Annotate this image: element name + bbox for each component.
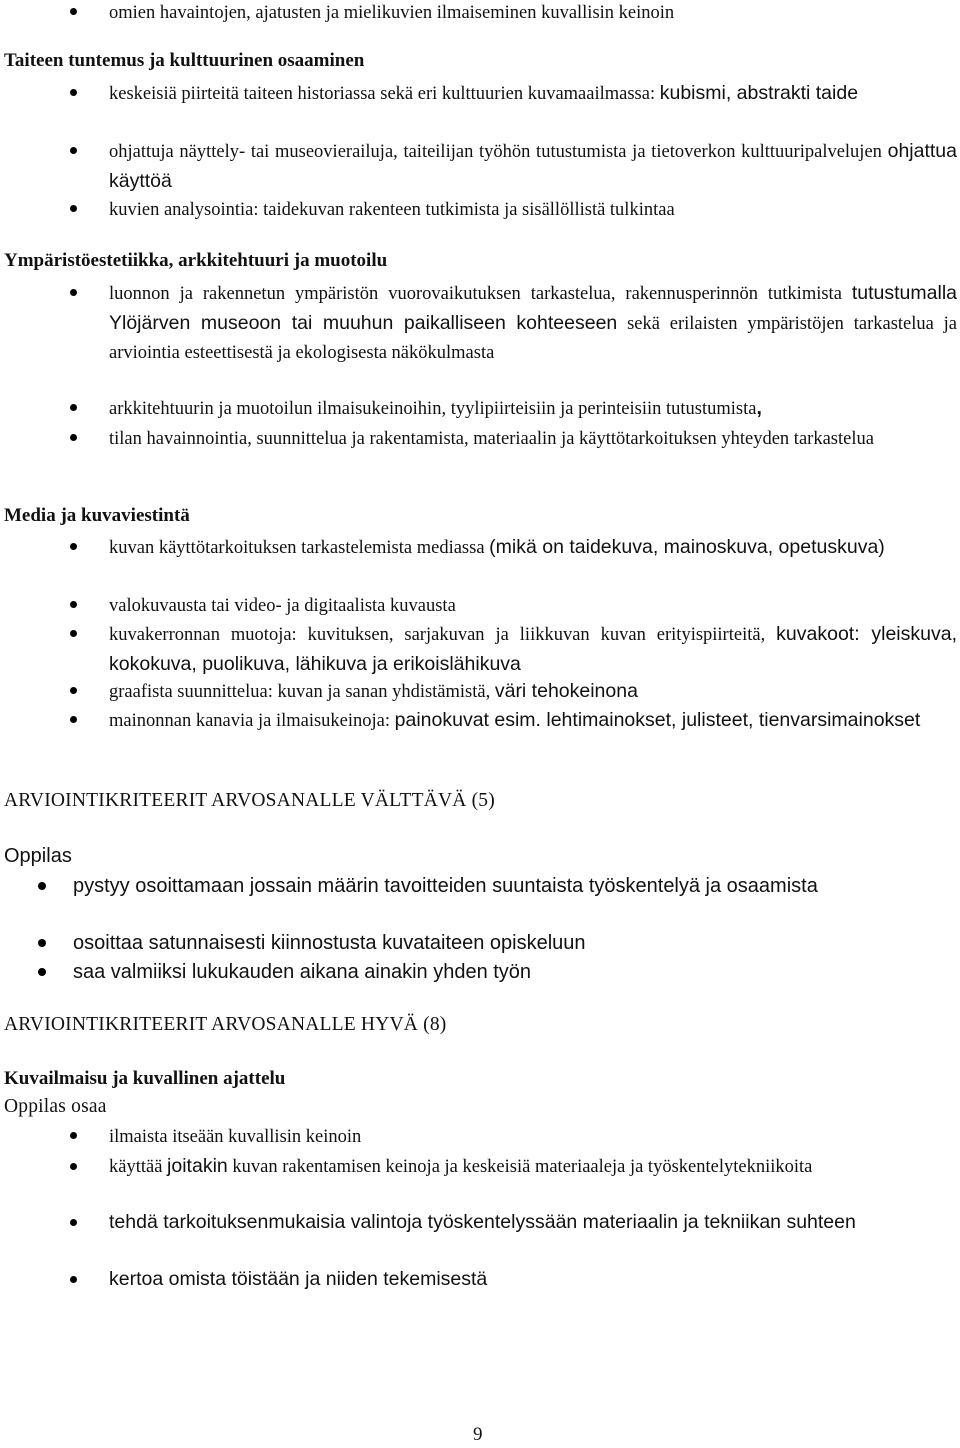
bullet-icon [70, 404, 77, 411]
list-item [0, 591, 960, 620]
list-item-text: valokuvausta tai video- ja digitaalista kuvausta [109, 596, 456, 616]
bullet-list-taide [0, 79, 960, 225]
bullet-icon [70, 543, 77, 550]
list-item-text: saa valmiiksi lukukauden aikana ainakin yhden työn [73, 961, 532, 983]
list-item-text: luonnon ja rakennetun ympäristön vuorovaikutuksen tarkastelua, rakennusperinnön tutkimista tutustumalla Ylöjärven museoon tai muuhun paikalliseen kohteeseen sekä erilaisten ympäristöjen tarkastelua ja arviointia esteettisestä ja ekologisesta näkökulmasta [109, 282, 957, 363]
list-item [0, 424, 960, 482]
criteria-subject-5: Oppilas [4, 845, 72, 867]
bullet-list-criteria-5 [0, 872, 960, 987]
bullet-list-media [0, 533, 960, 764]
list-item [0, 958, 960, 987]
criteria-heading-8: ARVIOINTIKRITEERIT ARVOSANALLE HYVÄ (8) [4, 1014, 447, 1035]
list-item-text: käyttää joitakin kuvan rakentamisen keinoja ja keskeisiä materiaaleja ja työskentelytekniikoita [109, 1155, 813, 1177]
list-item-text: arkkitehtuurin ja muotoilun ilmaisukeinoihin, tyylipiirteisiin ja perinteisiin tutustumista, [109, 397, 762, 419]
bullet-icon [70, 1219, 77, 1226]
list-item-text: graafista suunnittelua: kuvan ja sanan yhdistämistä, väri tehokeinona [109, 680, 638, 702]
list-item [0, 279, 960, 394]
criteria-subject-8: Oppilas osaa [4, 1096, 107, 1117]
list-item [0, 1122, 960, 1152]
list-item-text: kuvien analysointia: taidekuvan rakenteen tutkimista ja sisällöllistä tulkintaa [109, 200, 675, 220]
list-item [0, 0, 960, 27]
list-item-text: kuvakerronnan muotoja: kuvituksen, sarjakuvan ja liikkuvan kuvan erityispiirteitä, kuvakoot: yleiskuva, kokokuva, puolikuva, lähikuva ja erikoislähikuva [109, 623, 957, 675]
bullet-icon [38, 968, 46, 976]
list-item [0, 533, 960, 591]
list-item-text: tehdä tarkoituksenmukaisia valintoja työskentelyssään materiaalin ja tekniikan suhteen [109, 1211, 856, 1233]
list-item [0, 195, 960, 225]
list-item [0, 620, 960, 677]
bullet-icon [70, 89, 77, 96]
list-item-text: omien havaintojen, ajatusten ja mielikuvien ilmaiseminen kuvallisin keinoin [109, 3, 675, 23]
bullet-icon [38, 882, 46, 890]
bullet-icon [70, 8, 77, 15]
list-item-text: ilmaista itseään kuvallisin keinoin [109, 1127, 362, 1147]
bullet-icon [70, 601, 77, 608]
bullet-list-ymparisto [0, 279, 960, 482]
bullet-icon [70, 205, 77, 212]
bullet-icon [70, 716, 77, 723]
list-item [0, 706, 960, 764]
list-item-text: keskeisiä piirteitä taiteen historiassa sekä eri kulttuurien kuvamaailmassa: kubismi, abstrakti taide [109, 82, 859, 104]
bullet-icon [70, 434, 77, 441]
list-item-text: pystyy osoittamaan jossain määrin tavoitteiden suuntaista työskentelyä ja osaamista [73, 875, 818, 897]
list-item [0, 394, 960, 424]
list-item [0, 79, 960, 137]
bullet-icon [70, 289, 77, 296]
bullet-icon [70, 1276, 77, 1283]
list-item [0, 929, 960, 958]
section-heading-ymparisto: Ympäristöestetiikka, arkkitehtuuri ja muotoilu [4, 250, 388, 271]
list-item [0, 1208, 960, 1265]
list-item-text: ohjattuja näyttely- tai museovierailuja, taiteilijan työhön tutustumista ja tietoverkon kulttuuripalvelujen ohjattua käyttöä [109, 140, 957, 192]
list-item-text: osoittaa satunnaisesti kiinnostusta kuvataiteen opiskeluun [73, 932, 586, 954]
list-item-text: mainonnan kanavia ja ilmaisukeinoja: painokuvat esim. lehtimainokset, julisteet, tienvarsimainokset [109, 709, 921, 731]
section-heading-taide: Taiteen tuntemus ja kulttuurinen osaaminen [4, 50, 365, 71]
list-item [0, 137, 960, 195]
bullet-icon [70, 687, 77, 694]
section-heading-kuvailmaisu: Kuvailmaisu ja kuvallinen ajattelu [4, 1068, 286, 1089]
bullet-icon [70, 147, 77, 154]
list-item-text: kuvan käyttötarkoituksen tarkastelemista mediassa (mikä on taidekuva, mainoskuva, opetuskuva) [109, 536, 885, 558]
bullet-icon [70, 1163, 77, 1170]
list-item-text: kertoa omista töistään ja niiden tekemisestä [109, 1268, 488, 1290]
list-item-text: tilan havainnointia, suunnittelua ja rakentamista, materiaalin ja käyttötarkoituksen yhteyden tarkastelua [109, 429, 874, 449]
criteria-heading-5: ARVIOINTIKRITEERIT ARVOSANALLE VÄLTTÄVÄ (5) [4, 790, 495, 811]
bullet-icon [38, 939, 46, 947]
bullet-icon [70, 630, 77, 637]
list-item [0, 677, 960, 706]
list-item [0, 872, 960, 929]
page-number: 9 [473, 1424, 483, 1445]
bullet-list-criteria-8 [0, 1122, 960, 1295]
list-item [0, 1265, 960, 1295]
bullet-list-intro [0, 0, 960, 27]
section-heading-media: Media ja kuvaviestintä [4, 505, 190, 526]
list-item [0, 1152, 960, 1208]
bullet-icon [70, 1132, 77, 1139]
